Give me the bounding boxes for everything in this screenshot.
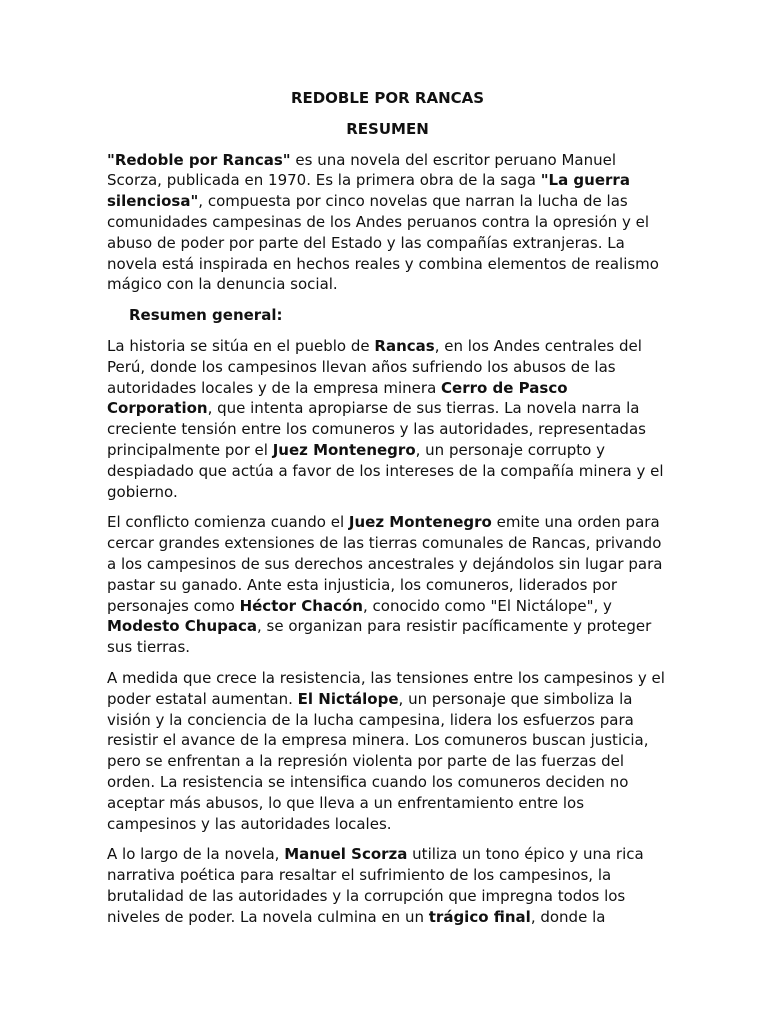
paragraph-text: emite una orden para cercar grandes extensiones de las tierras comunales de Rancas, privando a los campesinos de sus derechos ancestrales y dejándolos sin lugar para pastar su ganado. Ante esta injusticia, los comuneros, liderados por personajes como (107, 513, 663, 615)
paragraph-text: , conocido como "El Nictálope", y (362, 596, 612, 615)
paragraph-1 (107, 336, 668, 502)
section-heading: Resumen general: (129, 306, 283, 325)
paragraph-text: A medida que crece la resistencia, las tensiones entre los campesinos y el poder estatal aumentan. (107, 668, 665, 708)
paragraph-text: , un personaje que simboliza la visión y la conciencia de la lucha campesina, lidera los esfuerzos para resistir el avance de la empresa minera. Los comuneros buscan justicia, pero se enfrentan a la represión violenta por parte de las fuerzas del orden. La resistencia se intensifica cuando los comuneros deciden no aceptar más abusos, lo que lleva a un enfrentamiento entre los campesinos y las autoridades locales. (107, 689, 649, 833)
paragraph-text: El conflicto comienza cuando el (107, 513, 349, 532)
paragraph-text: , que intenta apropiarse de sus tierras. La novela narra la creciente tensión entre los comuneros y las autoridades, representadas principalmente por el (107, 399, 646, 459)
bold-text: Manuel Scorza (284, 845, 408, 864)
bold-text: trágico final (428, 907, 531, 926)
document-subtitle: RESUMEN (346, 119, 429, 138)
paragraph-text: , compuesta por cinco novelas que narran la lucha de las comunidades campesinas de los Andes peruanos contra la opresión y el abuso de poder por parte del Estado y las compañías extranjeras. La novela está inspirada en hechos reales y combina elementos de realismo mágico con la denuncia social. (107, 192, 659, 294)
paragraph-2 (107, 512, 668, 658)
paragraph-text: , en los Andes centrales del Perú, donde los campesinos llevan años sufriendo los abusos de las autoridades locales y de la empresa minera (107, 336, 642, 397)
bold-text: Juez Montenegro (348, 513, 492, 532)
bold-text: El Nictálope (297, 689, 399, 708)
paragraph-text: La historia se sitúa en el pueblo de (107, 336, 375, 355)
intro-paragraph (107, 150, 668, 296)
bold-text: Cerro de Pasco Corporation (107, 378, 568, 418)
paragraph-text: , donde la (530, 907, 606, 926)
bold-text: Modesto Chupaca (107, 617, 258, 636)
bold-text: Héctor Chacón (239, 596, 363, 615)
paragraph-text: , se organizan para resistir pacíficamente y proteger sus tierras. (107, 617, 652, 657)
bold-text: "La guerra silenciosa" (107, 171, 630, 211)
paragraph-text: , un personaje corrupto y despiadado que actúa a favor de los intereses de la compañía minera y el gobierno. (107, 440, 664, 501)
paragraph-text: es una novela del escritor peruano Manuel Scorza, publicada en 1970. Es la primera obra de la saga (107, 150, 617, 190)
paragraph-4 (107, 844, 668, 927)
bold-text: Juez Montenegro (272, 440, 416, 459)
bold-text: Rancas (374, 336, 435, 355)
paragraph-3 (107, 668, 668, 834)
bold-text: "Redoble por Rancas" (107, 150, 291, 169)
document-title: REDOBLE POR RANCAS (290, 89, 485, 107)
paragraph-text: utiliza un tono épico y una rica narrativa poética para resaltar el sufrimiento de los campesinos, la brutalidad de las autoridades y la corrupción que impregna todos los niveles de poder. La novela culmina en un (107, 845, 644, 926)
paragraph-text: A lo largo de la novela, (107, 845, 285, 864)
